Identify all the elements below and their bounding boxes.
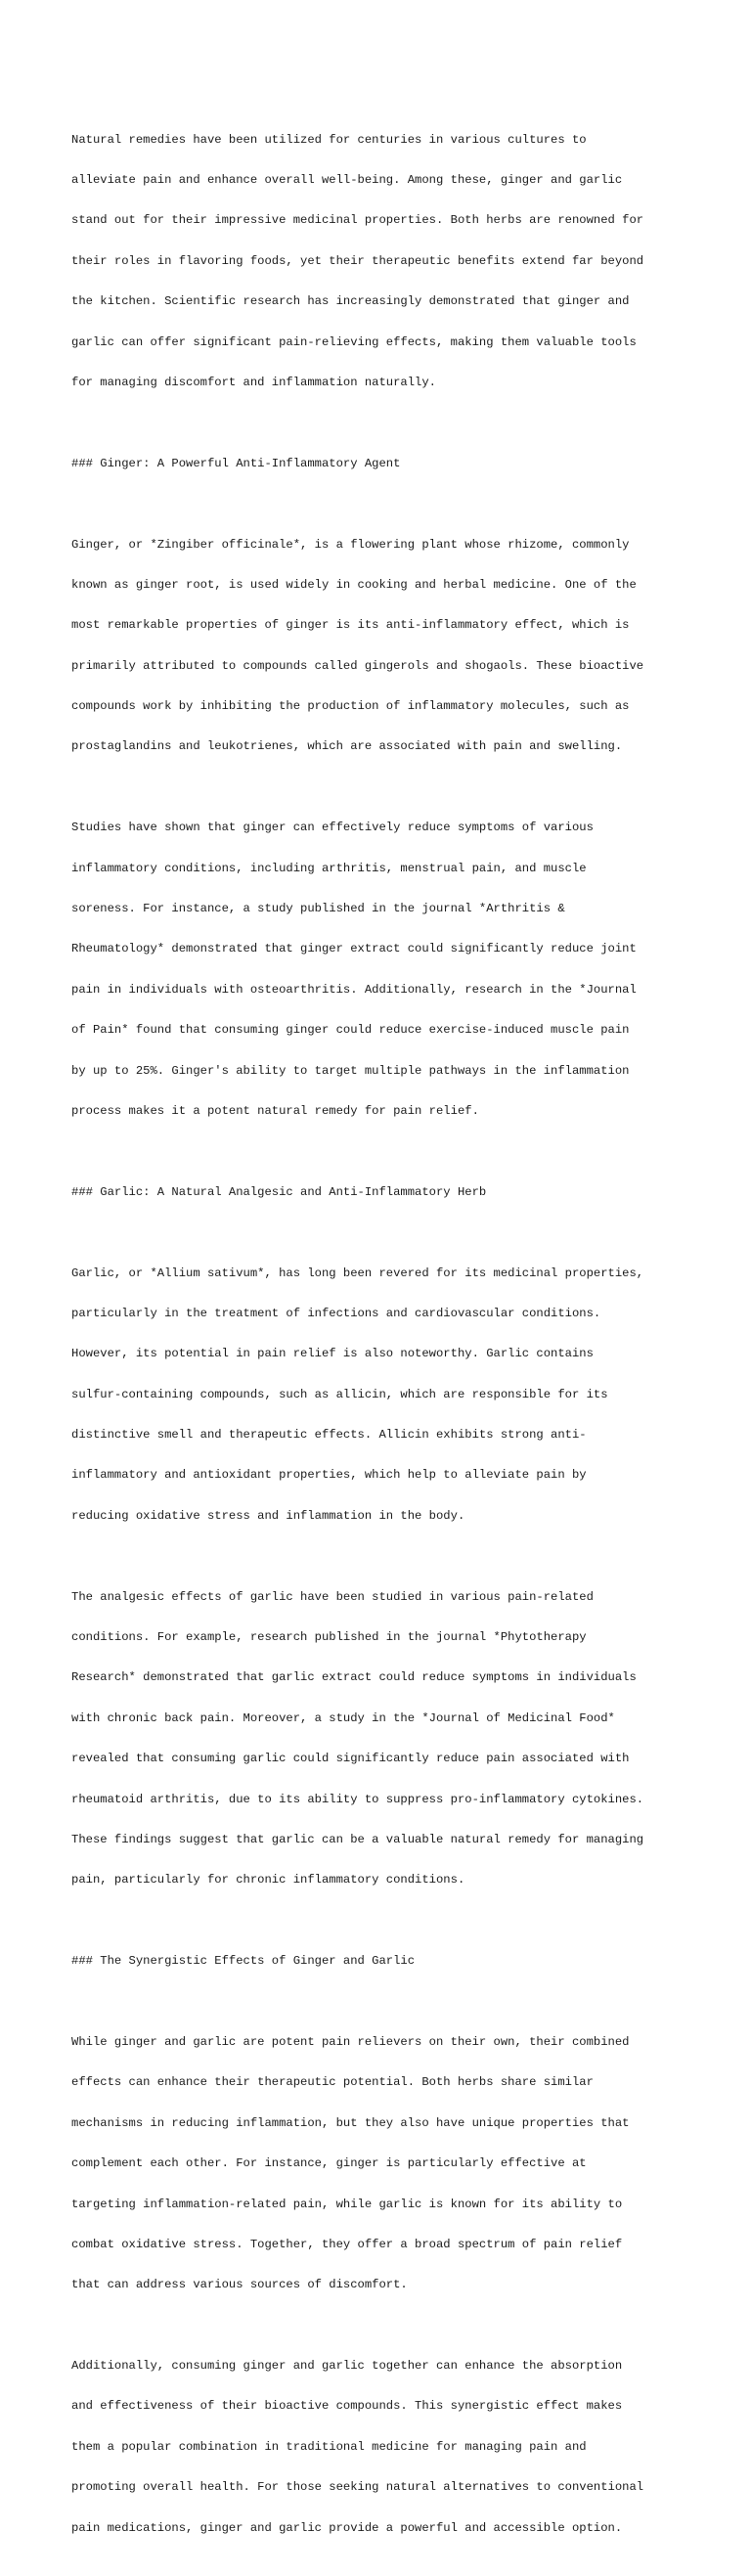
text-line: Ginger, or *Zingiber officinale*, is a flowering plant whose rhizome, commonly — [71, 537, 630, 552]
text-line: combat oxidative stress. Together, they offer a broad spectrum of pain relief — [71, 2237, 623, 2251]
document-page — [71, 107, 697, 2576]
text-line: While ginger and garlic are potent pain relievers on their own, their combined — [71, 2034, 630, 2049]
text-line: particularly in the treatment of infections and cardiovascular conditions. — [71, 1306, 601, 1320]
synergy-paragraph-1 — [71, 2009, 697, 2319]
synergy-heading — [71, 1929, 697, 1996]
text-line: revealed that consuming garlic could significantly reduce pain associated with — [71, 1752, 630, 1766]
text-line: of Pain* found that consuming ginger could reduce exercise-induced muscle pain — [71, 1023, 630, 1038]
ginger-paragraph-1 — [71, 511, 697, 781]
text-line: for managing discomfort and inflammation naturally. — [71, 375, 436, 389]
synergy-paragraph-2 — [71, 2332, 697, 2562]
text-line: and effectiveness of their bioactive compounds. This synergistic effect makes — [71, 2399, 623, 2414]
text-line: distinctive smell and therapeutic effects. Allicin exhibits strong anti- — [71, 1428, 587, 1443]
text-line: sulfur-containing compounds, such as allicin, which are responsible for its — [71, 1387, 608, 1401]
text-line: them a popular combination in traditional medicine for managing pain and — [71, 2439, 587, 2454]
text-line: process makes it a potent natural remedy for pain relief. — [71, 1103, 479, 1118]
text-line: However, its potential in pain relief is also noteworthy. Garlic contains — [71, 1347, 594, 1361]
garlic-heading — [71, 1159, 697, 1226]
ginger-heading — [71, 430, 697, 498]
intro-paragraph — [71, 107, 697, 417]
text-line: pain medications, ginger and garlic provide a powerful and accessible option. — [71, 2520, 623, 2535]
text-line: compounds work by inhibiting the production of inflammatory molecules, such as — [71, 699, 630, 714]
heading-line: ### The Synergistic Effects of Ginger and Garlic — [71, 1954, 416, 1969]
text-line: primarily attributed to compounds called gingerols and shogaols. These bioactive — [71, 658, 644, 673]
text-line: pain, particularly for chronic inflammatory conditions. — [71, 1873, 465, 1888]
text-line: soreness. For instance, a study published in the journal *Arthritis & — [71, 902, 565, 916]
text-line: promoting overall health. For those seeking natural alternatives to conventional — [71, 2480, 644, 2495]
text-line: with chronic back pain. Moreover, a study in the *Journal of Medicinal Food* — [71, 1710, 615, 1725]
text-line: Natural remedies have been utilized for centuries in various cultures to — [71, 132, 587, 147]
text-line: that can address various sources of discomfort. — [71, 2278, 408, 2292]
text-line: their roles in flavoring foods, yet their therapeutic benefits extend far beyond — [71, 253, 644, 268]
text-line: Studies have shown that ginger can effectively reduce symptoms of various — [71, 821, 594, 835]
text-line: Rheumatology* demonstrated that ginger extract could significantly reduce joint — [71, 942, 637, 956]
text-line: pain in individuals with osteoarthritis. Additionally, research in the *Journal — [71, 982, 637, 997]
text-line: reducing oxidative stress and inflammation in the body. — [71, 1508, 465, 1523]
garlic-paragraph-2 — [71, 1564, 697, 1915]
text-line: Research* demonstrated that garlic extract could reduce symptoms in individuals — [71, 1670, 637, 1685]
text-line: These findings suggest that garlic can be a valuable natural remedy for managing — [71, 1833, 644, 1846]
text-line: by up to 25%. Ginger's ability to target multiple pathways in the inflammation — [71, 1063, 630, 1078]
text-line: rheumatoid arthritis, due to its ability to suppress pro-inflammatory cytokines. — [71, 1792, 644, 1806]
text-line: complement each other. For instance, ginger is particularly effective at — [71, 2156, 587, 2171]
heading-line: ### Ginger: A Powerful Anti-Inflammatory Agent — [71, 456, 401, 470]
text-line: Garlic, or *Allium sativum*, has long been revered for its medicinal properties, — [71, 1266, 644, 1280]
text-line: known as ginger root, is used widely in cooking and herbal medicine. One of the — [71, 577, 637, 592]
text-line: Additionally, consuming ginger and garlic together can enhance the absorption — [71, 2359, 623, 2374]
text-line: inflammatory conditions, including arthritis, menstrual pain, and muscle — [71, 861, 587, 875]
text-line: most remarkable properties of ginger is its anti-inflammatory effect, which is — [71, 618, 630, 633]
heading-line: ### Garlic: A Natural Analgesic and Anti-Inflammatory Herb — [71, 1184, 487, 1199]
text-line: stand out for their impressive medicinal properties. Both herbs are renowned for — [71, 213, 644, 228]
text-line: garlic can offer significant pain-relieving effects, making them valuable tools — [71, 334, 637, 349]
text-line: alleviate pain and enhance overall well-being. Among these, ginger and garlic — [71, 172, 623, 187]
text-line: effects can enhance their therapeutic potential. Both herbs share similar — [71, 2075, 594, 2090]
text-line: the kitchen. Scientific research has increasingly demonstrated that ginger and — [71, 294, 630, 309]
garlic-paragraph-1 — [71, 1240, 697, 1550]
text-line: The analgesic effects of garlic have been studied in various pain-related — [71, 1589, 594, 1604]
text-line: conditions. For example, research published in the journal *Phytotherapy — [71, 1630, 587, 1645]
ginger-paragraph-2 — [71, 795, 697, 1146]
text-line: inflammatory and antioxidant properties, which help to alleviate pain by — [71, 1468, 587, 1483]
text-line: mechanisms in reducing inflammation, but they also have unique properties that — [71, 2115, 630, 2130]
text-line: prostaglandins and leukotrienes, which are associated with pain and swelling. — [71, 739, 623, 754]
text-line: targeting inflammation-related pain, while garlic is known for its ability to — [71, 2197, 623, 2211]
